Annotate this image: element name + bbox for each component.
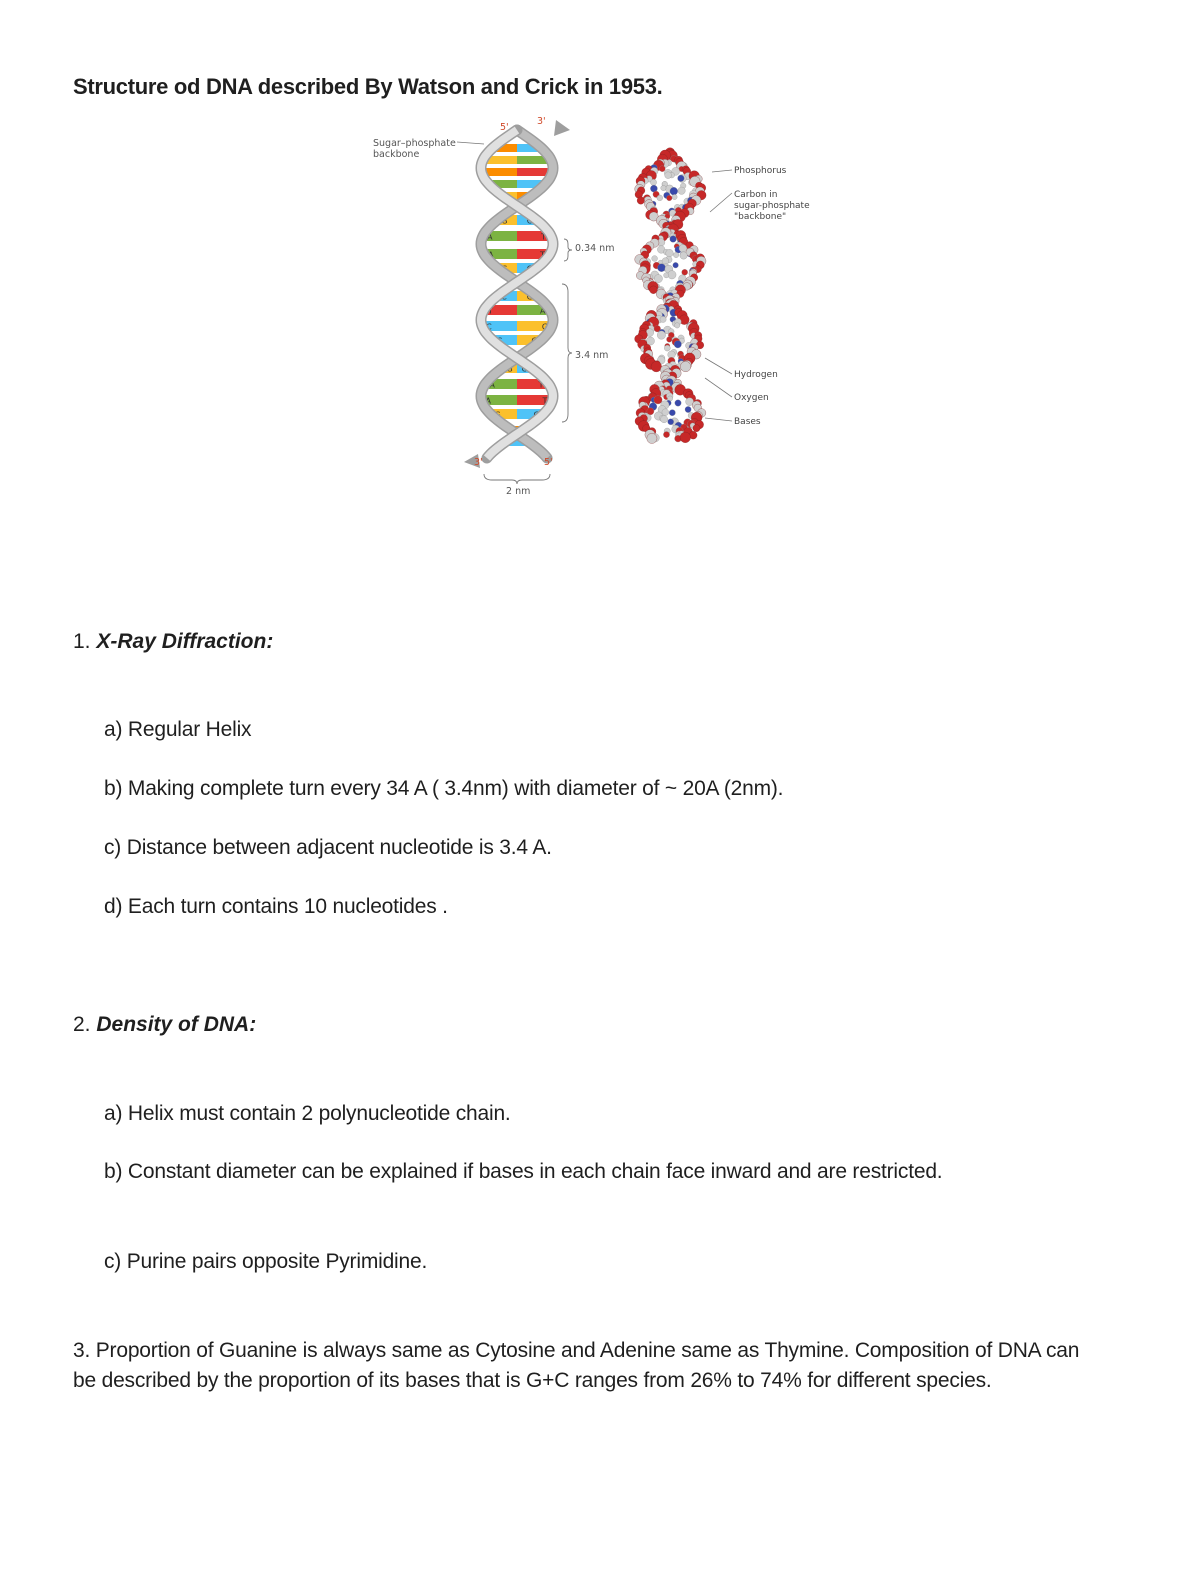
atom: [660, 316, 666, 322]
bottom-3-prime-label: 3': [474, 457, 483, 468]
atom: [663, 432, 669, 438]
dna-diagram: [360, 108, 840, 508]
top-3-prime-label: 3': [537, 116, 546, 127]
phosphorus-label: Phosphorus: [734, 166, 787, 176]
oxygen-label: Oxygen: [734, 393, 769, 403]
atom: [670, 236, 677, 243]
section-2-heading: [73, 1013, 256, 1037]
base-letter: C: [526, 216, 533, 226]
atom: [670, 187, 678, 195]
backbone-atom: [647, 433, 657, 443]
section-1-item-c: c) Distance between adjacent nucleotide is 3.4 A.: [104, 836, 552, 859]
atom: [673, 252, 678, 257]
atom: [646, 337, 654, 345]
base-letter: C: [496, 336, 503, 346]
backbone-atom: [637, 197, 644, 204]
backbone-atom: [650, 286, 658, 294]
base-letter: T: [541, 232, 546, 242]
base-letter: G: [526, 292, 533, 302]
atom: [661, 185, 666, 190]
atom: [667, 195, 673, 201]
backbone-atom: [693, 425, 700, 432]
section-2-label: Density of DNA:: [96, 1013, 257, 1036]
atom: [682, 269, 688, 275]
base-letter: G: [501, 216, 508, 226]
base-letter: G: [501, 264, 508, 274]
base-letter: A: [485, 396, 491, 406]
diameter-label: 2 nm: [506, 486, 531, 497]
atom: [661, 416, 668, 423]
space-filling-model: [635, 148, 707, 444]
base-letter: A: [486, 232, 493, 242]
base-letter: T: [542, 396, 548, 406]
pitch-label: 3.4 nm: [575, 350, 609, 361]
section-1-heading: [73, 630, 273, 654]
atom: [666, 249, 674, 257]
backbone-atom: [680, 432, 691, 443]
atom: [659, 166, 665, 172]
atom: [680, 252, 687, 259]
atom: [685, 406, 691, 412]
base-letter: G: [506, 364, 513, 374]
atom: [664, 345, 670, 351]
atom: [665, 172, 672, 179]
section-1-item-d: d) Each turn contains 10 nucleotides .: [104, 895, 448, 918]
section-1-item-a: a) Regular Helix: [104, 718, 252, 741]
atom: [672, 194, 677, 199]
base-letter: T: [538, 380, 544, 390]
atom: [654, 275, 662, 283]
diameter-brace: [484, 474, 550, 484]
ribbon-model: [464, 120, 570, 468]
section-1-label: X-Ray Diffraction:: [96, 630, 274, 653]
top-5-prime-label: 5': [500, 122, 509, 133]
atom: [654, 396, 662, 404]
base-letter: C: [521, 364, 528, 374]
base-letter: A: [539, 306, 546, 316]
base-letter: C: [486, 322, 492, 332]
atom: [668, 419, 674, 425]
base-letter: G: [541, 322, 549, 332]
atom: [662, 409, 669, 416]
section-2-item-b: b) Constant diameter can be explained if bases in each chain face inward and are restricted.: [104, 1160, 943, 1183]
page-title: Structure od DNA described By Watson and Crick in 1953.: [73, 74, 663, 99]
section-3-paragraph: 3. Proportion of Guanine is always same as Cytosine and Adenine same as Thymine. Composition of DNA can be described by the proportion of its bases that is G+C ranges from 26% to 74% for different species.: [73, 1339, 1080, 1392]
backbone-label-2: backbone: [373, 149, 420, 160]
hydrogen-label: Hydrogen: [734, 370, 778, 380]
base-letter: C: [501, 292, 507, 302]
section-1-number: 1.: [73, 630, 91, 653]
atom: [675, 400, 681, 406]
section-2-number: 2.: [73, 1013, 91, 1036]
section-2-item-a: a) Helix must contain 2 polynucleotide chain.: [104, 1102, 511, 1125]
atom: [650, 179, 656, 185]
base-letter: G: [494, 410, 501, 420]
section-2-item-c: c) Purine pairs opposite Pyrimidine.: [104, 1250, 428, 1273]
backbone-label: Sugar–phosphate: [373, 138, 456, 149]
atom: [678, 175, 685, 182]
atom: [662, 258, 669, 265]
carbon-label-1: Carbon in: [734, 190, 778, 200]
atom: [658, 264, 666, 272]
atom: [673, 262, 679, 268]
atom: [647, 408, 654, 415]
backbone-atom: [680, 361, 690, 371]
atom: [679, 245, 687, 253]
carbon-label-3: "backbone": [734, 212, 787, 222]
atom: [669, 410, 675, 416]
atom: [657, 331, 665, 339]
atom: [668, 271, 676, 279]
section-1-item-b: b) Making complete turn every 34 A ( 3.4nm) with diameter of ~ 20A (2nm).: [104, 777, 784, 800]
atom: [652, 256, 658, 262]
bottom-5-prime-label: 5': [544, 457, 553, 468]
base-letter: T: [488, 306, 493, 316]
atom: [675, 323, 680, 328]
atom: [667, 337, 673, 343]
atom: [657, 195, 663, 201]
base-letter: C: [533, 410, 540, 420]
backbone-atom: [651, 361, 662, 372]
atom: [664, 273, 669, 278]
atom: [678, 187, 685, 194]
atom: [674, 341, 681, 348]
carbon-label-2: sugar-phosphate: [734, 201, 810, 211]
base-letter: G: [531, 336, 538, 346]
pitch-brace: [562, 284, 572, 422]
bases-label: Bases: [734, 417, 761, 427]
base-letter: C: [526, 264, 533, 274]
base-letter: A: [488, 250, 494, 260]
rise-label: 0.34 nm: [575, 243, 615, 254]
strand-arrowhead: [554, 120, 570, 136]
base-letter: T: [539, 250, 545, 260]
base-letter: A: [489, 380, 495, 390]
rise-brace: [564, 239, 572, 261]
dna-structure-figure: [360, 108, 840, 508]
